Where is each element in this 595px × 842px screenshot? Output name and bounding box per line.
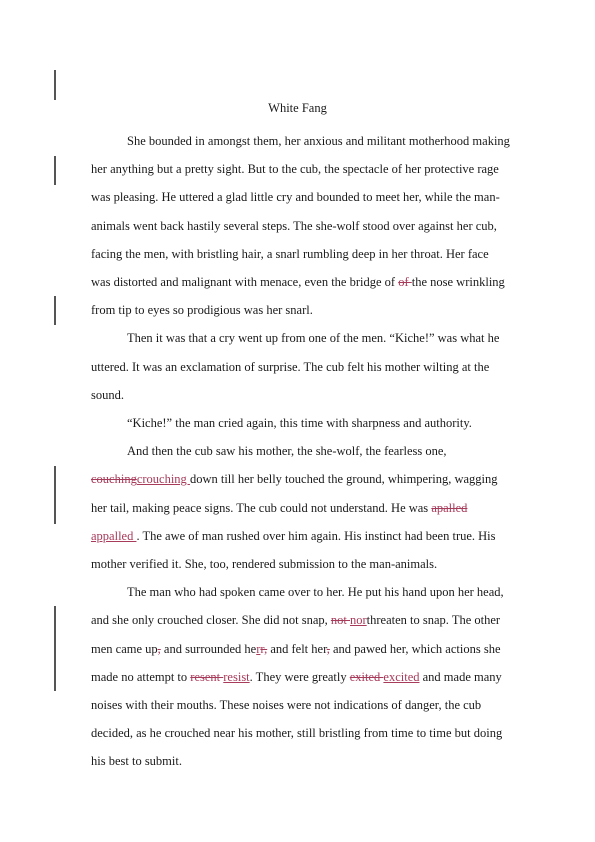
- tracked-insertion: nor: [350, 613, 367, 628]
- tracked-deletion: resent: [190, 669, 224, 684]
- text-run: “Kiche!” the man cried again, this time with sharpness and authority.: [127, 416, 472, 431]
- paragraph: [91, 578, 511, 775]
- text-run: and surrounded he: [160, 641, 257, 656]
- change-bar: [54, 70, 56, 100]
- tracked-insertion: crouching: [136, 472, 190, 487]
- tracked-deletion: r,: [260, 641, 268, 656]
- tracked-deletion: ,: [326, 641, 330, 656]
- text-run: and felt her: [267, 641, 327, 656]
- text-run: The man who had spoken came over to her. He put his hand upon her head, and she only crouched closer. She did not snap,: [91, 585, 504, 628]
- tracked-insertion: resist: [223, 669, 250, 684]
- text-run: . They were greatly: [249, 669, 350, 684]
- change-bar: [54, 156, 56, 185]
- tracked-insertion: r: [256, 641, 261, 656]
- text-run: . The awe of man rushed over him again. His instinct had been true. His mother verified it. She, too, rendered submission to the man-animals.: [91, 528, 496, 572]
- change-bar: [54, 296, 56, 325]
- tracked-deletion: of: [398, 275, 412, 290]
- tracked-deletion: apalled: [431, 500, 468, 515]
- text-run: threaten to snap. The other men came up: [91, 613, 501, 656]
- paragraph: [91, 127, 511, 324]
- text-run: And then the cub saw his mother, the she-wolf, the fearless one,: [127, 444, 447, 459]
- text-run: the nose wrinkling from tip to eyes so prodigious was her snarl.: [91, 275, 505, 318]
- text-run: and pawed her, which actions she made no attempt to: [91, 641, 501, 684]
- text-run: and made many noises with their mouths. These noises were not indications of danger, the cub decided, as he crouched near his mother, still bristling from time to time but doing his best to submit.: [91, 669, 503, 769]
- text-run: Then it was that a cry went up from one of the men. “Kiche!” was what he uttered. It was an exclamation of surprise. The cub felt his mother wilting at the sound.: [91, 331, 500, 402]
- document-title: White Fang: [268, 101, 327, 115]
- text-run: She bounded in amongst them, her anxious and militant motherhood making her anything but a pretty sight. But to the cub, the spectacle of her protective rage was pleasing. He uttered a glad little cry and bounded to meet her, while the man-animals went back hastily several steps. The she-wolf stood over against her cub, facing the men, with bristling hair, a snarl rumbling deep in her throat. Her face was distorted and malignant with menace, even the bridge of: [91, 134, 510, 290]
- tracked-deletion: not: [330, 613, 350, 628]
- change-bar: [54, 606, 56, 691]
- change-bar: [54, 466, 56, 524]
- tracked-deletion: exited: [349, 669, 384, 684]
- paragraph: [91, 437, 511, 578]
- document-body[interactable]: [91, 127, 511, 776]
- tracked-deletion: ,: [157, 641, 161, 656]
- tracked-deletion: couching: [91, 472, 137, 487]
- text-run: down till her belly touched the ground, whimpering, wagging her tail, making peace signs. The cub could not understand. He was: [91, 472, 498, 515]
- paragraph: [91, 409, 511, 437]
- paragraph: [91, 324, 511, 409]
- tracked-insertion: excited: [383, 669, 420, 684]
- tracked-insertion: appalled: [91, 528, 137, 543]
